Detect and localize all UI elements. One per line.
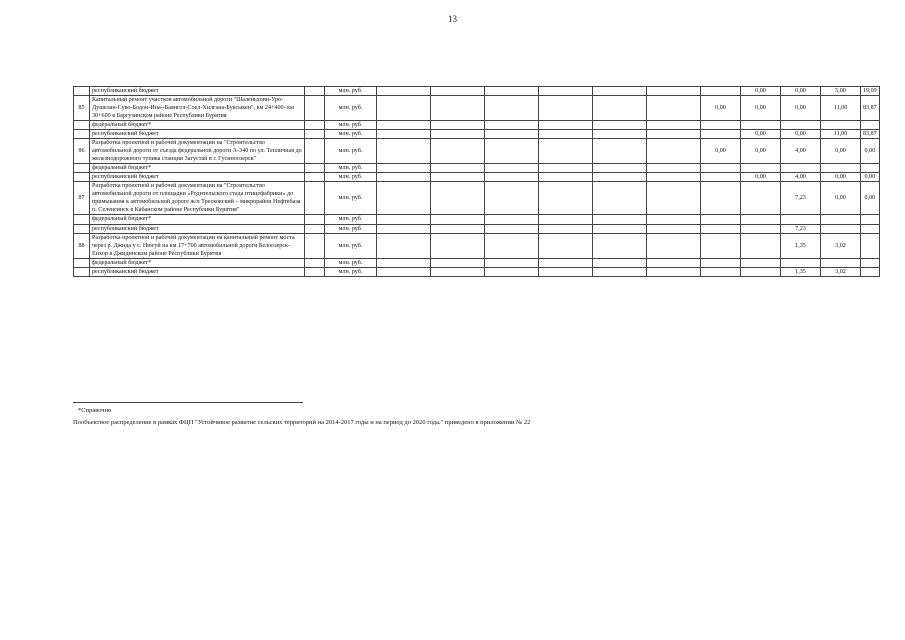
row-unit: млн. руб.: [325, 233, 377, 258]
value-cell: 0,00: [701, 139, 741, 164]
row-description: Разработка проектной и рабочей документации на "Строительство автомобильной дороги от площадки «Родительского стада птицефабрики» до примыкания к автомобильной дороге ж/п Тресковский – микрорайон Нефтебаза п. Селенгинск в Кабанском районе Республики Бурятия": [90, 182, 305, 215]
value-cell: [701, 224, 741, 233]
value-cell: 3,02: [821, 267, 861, 276]
value-cell: [741, 224, 781, 233]
row-unit: млн. руб.: [325, 96, 377, 121]
value-cell: [539, 182, 593, 215]
value-cell: 0,00: [821, 173, 861, 182]
value-cell: [377, 224, 431, 233]
value-cell: [431, 164, 485, 173]
value-cell: [377, 130, 431, 139]
value-cell: [593, 267, 647, 276]
value-cell: [377, 258, 431, 267]
value-cell: 1,35: [781, 267, 821, 276]
value-cell: 7,23: [781, 224, 821, 233]
value-cell: [701, 258, 741, 267]
spacer-cell: [305, 139, 325, 164]
value-cell: [821, 224, 861, 233]
spacer-cell: [305, 164, 325, 173]
row-number: 86: [74, 139, 90, 164]
value-cell: [593, 173, 647, 182]
spacer-cell: [305, 87, 325, 96]
value-cell: [377, 182, 431, 215]
table-row: [74, 130, 880, 139]
value-cell: [741, 182, 781, 215]
value-cell: [701, 182, 741, 215]
value-cell: [741, 258, 781, 267]
value-cell: [539, 87, 593, 96]
value-cell: [781, 215, 821, 224]
value-cell: 0,00: [741, 173, 781, 182]
row-description: федеральный бюджет*: [90, 121, 305, 130]
spacer-cell: [305, 224, 325, 233]
table-row: [74, 164, 880, 173]
value-cell: [539, 121, 593, 130]
row-description: республиканский бюджет: [90, 224, 305, 233]
value-cell: [377, 96, 431, 121]
page-number: 13: [448, 14, 457, 24]
value-cell: [647, 215, 701, 224]
row-number: [74, 258, 90, 267]
value-cell: [593, 182, 647, 215]
value-cell: [431, 267, 485, 276]
row-unit: млн. руб.: [325, 258, 377, 267]
value-cell: [539, 215, 593, 224]
table-row: [74, 182, 880, 215]
value-cell: [377, 233, 431, 258]
budget-table: [73, 86, 880, 277]
footnote-distribution: Пообъектное распределение в рамках ФЦП "Устойчивое развитие сельских территорий на 2014-2017 годы и на период до 2020 года." приведено в приложении № 22: [73, 419, 531, 426]
value-cell: [485, 258, 539, 267]
row-number: 85: [74, 96, 90, 121]
row-description: федеральный бюджет*: [90, 164, 305, 173]
value-cell: [431, 182, 485, 215]
value-cell: [539, 164, 593, 173]
value-cell: [647, 121, 701, 130]
value-cell: [377, 173, 431, 182]
value-cell: 11,00: [821, 96, 861, 121]
value-cell: 4,00: [781, 139, 821, 164]
table-row: [74, 96, 880, 121]
row-unit: млн. руб.: [325, 121, 377, 130]
table-row: [74, 258, 880, 267]
table-row: [74, 121, 880, 130]
value-cell: [647, 164, 701, 173]
footnote-reference: *Справочно: [78, 407, 112, 414]
row-number: [74, 173, 90, 182]
value-cell: [431, 121, 485, 130]
row-number: [74, 267, 90, 276]
row-unit: млн. руб.: [325, 130, 377, 139]
value-cell: [647, 182, 701, 215]
spacer-cell: [305, 233, 325, 258]
value-cell: [593, 258, 647, 267]
table-row: [74, 224, 880, 233]
value-cell: 0,00: [741, 130, 781, 139]
value-cell: [485, 215, 539, 224]
row-unit: млн. руб.: [325, 182, 377, 215]
value-cell: [593, 139, 647, 164]
value-cell: [485, 121, 539, 130]
value-cell: [781, 258, 821, 267]
value-cell: [431, 96, 485, 121]
row-description: федеральный бюджет*: [90, 258, 305, 267]
value-cell: [861, 224, 880, 233]
row-number: [74, 87, 90, 96]
value-cell: [741, 233, 781, 258]
value-cell: [861, 164, 880, 173]
row-description: Капитальный ремонт участков автомобильной дороги "Шаленьхоин-Уро-Душелан-Суво-Бодон-Ина--Баянгол-Соел-Хилгана-Буксыкен", км 24+400- км 30+600 в Баргузинском районе Республики Бурятия: [90, 96, 305, 121]
value-cell: 0,00: [741, 139, 781, 164]
value-cell: [377, 87, 431, 96]
value-cell: [647, 224, 701, 233]
row-unit: млн. руб.: [325, 215, 377, 224]
value-cell: 0,00: [781, 130, 821, 139]
value-cell: [485, 87, 539, 96]
row-description: республиканский бюджет: [90, 267, 305, 276]
row-description: Разработка проектной и рабочей документации на "Строительство автомобильной дороги от съезда федеральной дороги А-340 по ул. Тепличная до железнодорожного тупика станции Загустай в г. Гусиноозерск": [90, 139, 305, 164]
value-cell: [431, 233, 485, 258]
value-cell: [539, 130, 593, 139]
row-number: [74, 121, 90, 130]
value-cell: [861, 258, 880, 267]
value-cell: [861, 233, 880, 258]
value-cell: [647, 130, 701, 139]
value-cell: [647, 139, 701, 164]
value-cell: [701, 164, 741, 173]
value-cell: [593, 96, 647, 121]
row-number: [74, 224, 90, 233]
row-description: федеральный бюджет*: [90, 215, 305, 224]
value-cell: [593, 87, 647, 96]
value-cell: 7,23: [781, 182, 821, 215]
value-cell: 83,87: [861, 130, 880, 139]
value-cell: [485, 96, 539, 121]
value-cell: [431, 258, 485, 267]
value-cell: [485, 173, 539, 182]
value-cell: 3,02: [821, 233, 861, 258]
value-cell: [593, 130, 647, 139]
value-cell: [741, 267, 781, 276]
value-cell: 83,87: [861, 96, 880, 121]
value-cell: [539, 258, 593, 267]
spacer-cell: [305, 130, 325, 139]
value-cell: [741, 215, 781, 224]
value-cell: [431, 173, 485, 182]
row-number: 88: [74, 233, 90, 258]
value-cell: [377, 121, 431, 130]
value-cell: 0,00: [741, 96, 781, 121]
value-cell: 11,00: [821, 130, 861, 139]
value-cell: 0,00: [861, 173, 880, 182]
table-row: [74, 139, 880, 164]
value-cell: [377, 215, 431, 224]
table-body: [74, 87, 880, 277]
value-cell: 4,00: [781, 173, 821, 182]
value-cell: [431, 215, 485, 224]
value-cell: 0,00: [781, 96, 821, 121]
value-cell: [701, 87, 741, 96]
value-cell: [431, 224, 485, 233]
value-cell: [741, 121, 781, 130]
table-row: [74, 173, 880, 182]
value-cell: [485, 130, 539, 139]
value-cell: 0,00: [701, 96, 741, 121]
value-cell: [701, 233, 741, 258]
row-description: республиканский бюджет: [90, 173, 305, 182]
row-unit: млн. руб.: [325, 164, 377, 173]
value-cell: [861, 121, 880, 130]
value-cell: [701, 130, 741, 139]
value-cell: [821, 121, 861, 130]
value-cell: 19,09: [861, 87, 880, 96]
value-cell: [485, 267, 539, 276]
value-cell: [781, 121, 821, 130]
table-row: [74, 87, 880, 96]
value-cell: [861, 267, 880, 276]
spacer-cell: [305, 121, 325, 130]
value-cell: [821, 215, 861, 224]
value-cell: [485, 182, 539, 215]
value-cell: [593, 224, 647, 233]
value-cell: [431, 130, 485, 139]
value-cell: [593, 121, 647, 130]
row-description: Разработка проектной и рабочей документации на капитальный ремонт моста через р. Джида у с. Нюгуй на км 17+700 автомобильной дороги Белоозерск-Енхор в Джидинском районе Республики Бурятия: [90, 233, 305, 258]
value-cell: 1,35: [781, 233, 821, 258]
value-cell: [821, 164, 861, 173]
value-cell: [861, 215, 880, 224]
row-unit: млн. руб.: [325, 87, 377, 96]
value-cell: [647, 233, 701, 258]
row-number: 87: [74, 182, 90, 215]
table-row: [74, 215, 880, 224]
row-description: республиканский бюджет: [90, 87, 305, 96]
spacer-cell: [305, 267, 325, 276]
row-number: [74, 164, 90, 173]
value-cell: [539, 233, 593, 258]
footnote-separator: [73, 402, 303, 403]
value-cell: [431, 87, 485, 96]
row-number: [74, 130, 90, 139]
row-unit: млн. руб.: [325, 173, 377, 182]
value-cell: [539, 173, 593, 182]
value-cell: [485, 139, 539, 164]
row-unit: млн. руб.: [325, 139, 377, 164]
value-cell: [377, 267, 431, 276]
value-cell: [647, 87, 701, 96]
value-cell: [701, 215, 741, 224]
spacer-cell: [305, 215, 325, 224]
table-row: [74, 233, 880, 258]
value-cell: [701, 267, 741, 276]
value-cell: [431, 139, 485, 164]
row-unit: млн. руб.: [325, 267, 377, 276]
value-cell: [593, 215, 647, 224]
value-cell: [539, 224, 593, 233]
spacer-cell: [305, 182, 325, 215]
value-cell: [781, 164, 821, 173]
value-cell: 0,00: [861, 182, 880, 215]
value-cell: [647, 258, 701, 267]
value-cell: [485, 164, 539, 173]
value-cell: [485, 224, 539, 233]
spacer-cell: [305, 173, 325, 182]
value-cell: [377, 139, 431, 164]
table-row: [74, 267, 880, 276]
value-cell: [647, 96, 701, 121]
row-number: [74, 215, 90, 224]
value-cell: [647, 173, 701, 182]
value-cell: [701, 173, 741, 182]
spacer-cell: [305, 258, 325, 267]
value-cell: [539, 139, 593, 164]
spacer-cell: [305, 96, 325, 121]
value-cell: [539, 267, 593, 276]
value-cell: [377, 164, 431, 173]
value-cell: [593, 233, 647, 258]
value-cell: [593, 164, 647, 173]
value-cell: [741, 164, 781, 173]
value-cell: 0,00: [861, 139, 880, 164]
value-cell: 5,00: [821, 87, 861, 96]
value-cell: 0,00: [821, 139, 861, 164]
value-cell: [821, 258, 861, 267]
value-cell: [701, 121, 741, 130]
value-cell: [647, 267, 701, 276]
value-cell: [539, 96, 593, 121]
value-cell: 0,00: [781, 87, 821, 96]
row-description: республиканский бюджет: [90, 130, 305, 139]
row-unit: млн. руб.: [325, 224, 377, 233]
value-cell: 0,00: [821, 182, 861, 215]
value-cell: 0,00: [741, 87, 781, 96]
value-cell: [485, 233, 539, 258]
